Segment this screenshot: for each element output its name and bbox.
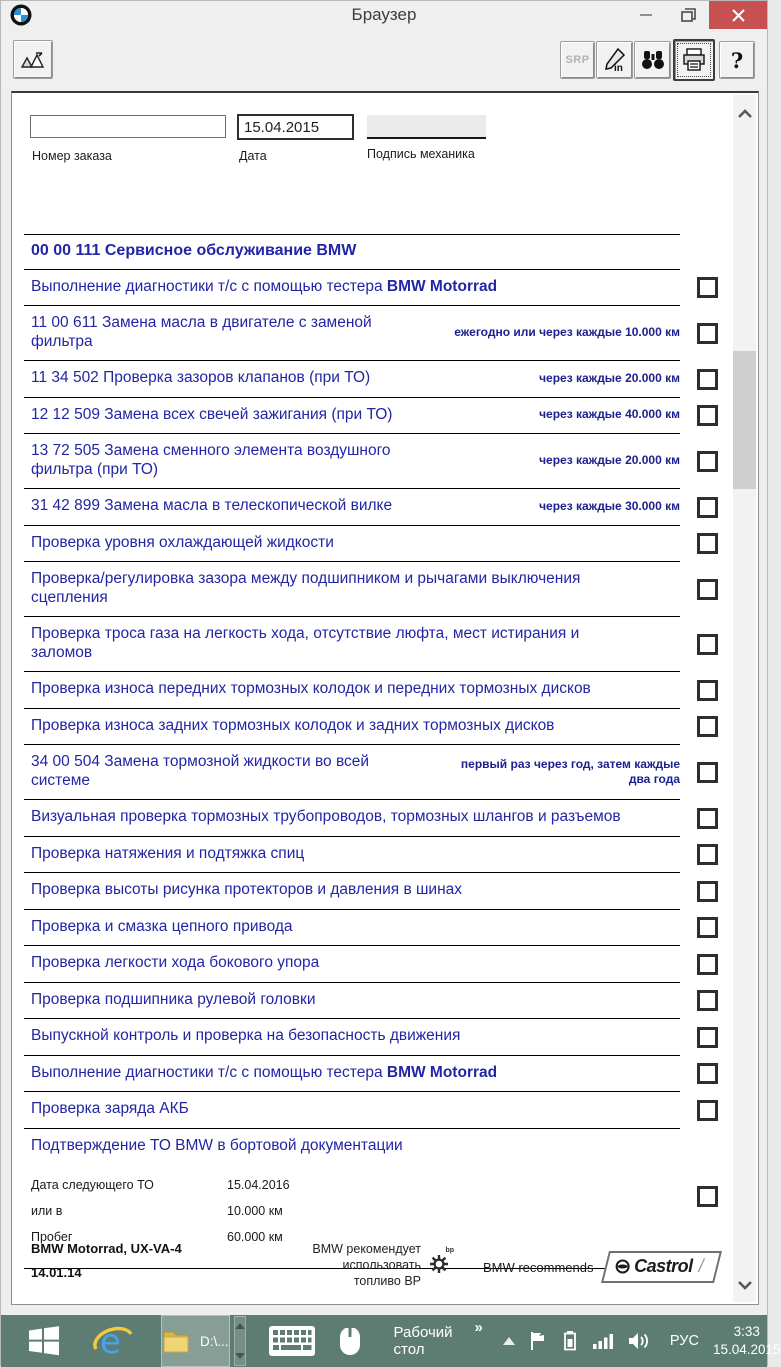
pen-in-icon — [602, 47, 628, 73]
task-button-label: D:\... — [200, 1333, 229, 1349]
task-label: Проверка износа передних тормозных колодок и передних тормозных дисков — [31, 680, 591, 697]
section-heading: 00 00 111 Сервисное обслуживание BMW — [31, 242, 357, 259]
scrollbar-thumb[interactable] — [733, 351, 756, 489]
show-hidden-icons-button[interactable] — [503, 1337, 515, 1345]
task-label: 31 42 899 Замена масла в телескопической вилке — [31, 497, 393, 514]
internet-explorer-icon — [91, 1319, 135, 1363]
spinner-down-icon[interactable] — [235, 1353, 245, 1359]
task-label: Проверка высоты рисунка протекторов и давления в шинах — [31, 881, 463, 898]
confirmation-checkbox[interactable] — [697, 1186, 718, 1207]
print-button[interactable] — [673, 39, 715, 81]
binoculars-icon — [640, 49, 666, 71]
date-label: Дата — [239, 149, 267, 163]
minimize-icon — [640, 14, 652, 16]
chevron-up-icon — [737, 109, 753, 119]
find-button[interactable] — [634, 41, 671, 79]
interval-note: через каждые 20.000 км — [539, 370, 680, 385]
toolbar — [1, 29, 767, 90]
task-checkbox[interactable] — [697, 1063, 718, 1084]
network-signal-icon[interactable] — [592, 1331, 614, 1351]
fuel-recommendation-line: топливо BP — [353, 1274, 421, 1288]
system-tray — [497, 1330, 699, 1352]
checklist-row — [24, 434, 734, 489]
castrol-circle-icon — [616, 1259, 631, 1274]
form-code: BMW Motorrad, UX-VA-4 — [31, 1241, 182, 1256]
castrol-logo — [601, 1251, 722, 1283]
checklist-row — [24, 800, 734, 837]
restore-button[interactable] — [667, 1, 709, 29]
srp-button[interactable] — [560, 41, 595, 79]
task-label: Проверка натяжения и подтяжка спиц — [31, 844, 305, 862]
window-title: Браузер — [351, 5, 417, 24]
layout-sort-button[interactable] — [13, 40, 53, 79]
task-checkbox[interactable] — [697, 716, 718, 737]
title-bar — [1, 1, 767, 29]
checklist-rows — [24, 270, 734, 1165]
folder-task-button[interactable] — [161, 1315, 230, 1367]
bp-label: bp — [445, 1247, 454, 1254]
next-service-label: или в — [31, 1204, 63, 1218]
next-service-value: 10.000 км — [227, 1204, 283, 1218]
document-panel — [11, 91, 759, 1305]
scroll-up-button[interactable] — [733, 103, 756, 125]
next-service-row — [24, 1172, 680, 1198]
task-checkbox[interactable] — [697, 808, 718, 829]
checklist-row — [24, 1129, 734, 1165]
task-checkbox[interactable] — [697, 1100, 718, 1121]
task-label: Подтверждение ТО BMW в бортовой документации — [31, 1136, 403, 1154]
task-label: Выпускной контроль и проверка на безопасность движения — [31, 1027, 461, 1044]
task-checkbox[interactable] — [697, 680, 718, 701]
task-label: 34 00 504 Замена тормозной жидкости во всей системе — [31, 753, 370, 789]
task-label: Проверка уровня охлаждающей жидкости — [31, 533, 334, 551]
help-button[interactable] — [719, 41, 755, 79]
interval-note: через каждые 40.000 км — [539, 407, 680, 422]
order-form — [12, 113, 758, 193]
checklist-row — [24, 983, 734, 1020]
task-label: Выполнение диагностики т/с с помощью тестера BMW Motorrad — [31, 1063, 498, 1081]
vertical-scrollbar[interactable] — [733, 95, 756, 1302]
close-button[interactable] — [709, 1, 767, 29]
task-checkbox[interactable] — [697, 497, 718, 518]
task-label: Выполнение диагностики т/с с помощью тестера BMW Motorrad — [31, 277, 498, 295]
checklist-row — [24, 709, 734, 746]
svg-text:in: in — [613, 63, 623, 74]
task-checkbox[interactable] — [697, 1027, 718, 1048]
checklist-row — [24, 837, 734, 874]
spinner-up-icon[interactable] — [235, 1323, 245, 1329]
desktop-toolbar-label[interactable]: Рабочий стол — [393, 1324, 453, 1358]
volume-icon[interactable] — [627, 1330, 653, 1352]
checklist-row — [24, 398, 734, 435]
internet-explorer-button[interactable] — [91, 1319, 135, 1363]
task-label: 13 72 505 Замена сменного элемента воздушного фильтра (при ТО) — [31, 442, 391, 478]
action-center-flag-icon[interactable] — [528, 1330, 548, 1352]
task-scroll-spinner[interactable] — [234, 1316, 246, 1366]
checklist — [24, 234, 734, 1269]
signature-button[interactable] — [596, 41, 633, 79]
document-footer — [24, 1241, 718, 1289]
checklist-row — [24, 1019, 734, 1056]
windows-logo-icon — [27, 1324, 61, 1358]
scroll-down-button[interactable] — [733, 1274, 756, 1296]
task-label: Визуальная проверка тормозных трубопроводов, тормозных шлангов и разъемов — [31, 808, 621, 825]
interval-note: через каждые 20.000 км — [539, 453, 680, 467]
order-number-label: Номер заказа — [32, 149, 112, 163]
bmw-logo-icon — [10, 4, 32, 26]
task-checkbox[interactable] — [697, 323, 718, 344]
mechanic-signature-label: Подпись механика — [367, 147, 475, 161]
next-service-value: 60.000 км — [227, 1230, 283, 1244]
mechanic-signature-field[interactable] — [367, 115, 486, 139]
language-indicator[interactable]: РУС — [669, 1333, 699, 1349]
recommends-label: BMW recommends — [482, 1259, 594, 1275]
task-checkbox[interactable] — [697, 844, 718, 865]
mouse-icon — [338, 1325, 362, 1357]
battery-icon[interactable] — [561, 1330, 579, 1352]
fuel-recommendation-line: использовать — [342, 1258, 421, 1272]
chevron-down-icon — [737, 1280, 753, 1290]
interval-note: через каждые 30.000 км — [539, 498, 680, 513]
task-checkbox[interactable] — [697, 533, 718, 554]
task-label: Проверка легкости хода бокового упора — [31, 954, 320, 971]
task-checkbox[interactable] — [697, 954, 718, 975]
fuel-recommendation — [256, 1241, 421, 1289]
task-checkbox[interactable] — [697, 369, 718, 390]
task-checkbox[interactable] — [697, 634, 718, 655]
checklist-row — [24, 672, 734, 709]
taskbar-clock[interactable] — [713, 1323, 781, 1359]
task-label: Проверка и смазка цепного привода — [31, 917, 293, 935]
task-checkbox[interactable] — [697, 917, 718, 938]
checklist-row — [24, 526, 734, 563]
clock-time: 3:33 — [733, 1324, 760, 1339]
toolbar-overflow-chevron[interactable]: » — [474, 1319, 483, 1336]
task-checkbox[interactable] — [697, 990, 718, 1011]
checklist-row — [24, 617, 734, 672]
checklist-row — [24, 270, 734, 307]
touch-keyboard-button[interactable] — [268, 1325, 316, 1357]
task-checkbox[interactable] — [697, 451, 718, 472]
restore-icon — [681, 8, 696, 22]
checklist-header-row — [24, 234, 734, 270]
checklist-row — [24, 489, 734, 526]
checklist-row — [24, 1092, 734, 1129]
castrol-wordmark: Castrol — [634, 1256, 694, 1276]
castrol-slash: / — [699, 1256, 705, 1276]
next-service-value: 15.04.2016 — [227, 1178, 290, 1192]
checklist-row — [24, 910, 734, 947]
interval-note: первый раз через год, затем каждые два года — [460, 756, 680, 786]
folder-icon — [162, 1328, 192, 1354]
date-input[interactable] — [237, 114, 354, 140]
checklist-row — [24, 946, 734, 983]
checklist-row — [24, 361, 734, 398]
order-number-input[interactable] — [30, 115, 226, 138]
mouse-settings-button[interactable] — [338, 1325, 362, 1357]
task-label: Проверка износа задних тормозных колодок и задних тормозных дисков — [31, 716, 555, 734]
close-icon — [732, 9, 745, 22]
next-service-label: Дата следующего ТО — [31, 1178, 154, 1192]
next-service-label: Пробег — [31, 1230, 73, 1244]
taskbar — [1, 1315, 781, 1367]
task-label: Проверка троса газа на легкость хода, отсутствие люфта, мест истирания и заломов — [31, 625, 580, 661]
task-checkbox[interactable] — [697, 405, 718, 426]
task-checkbox[interactable] — [697, 579, 718, 600]
task-checkbox[interactable] — [697, 881, 718, 902]
srp-label: SRP — [565, 54, 590, 66]
printer-icon — [681, 48, 707, 72]
question-icon: ? — [730, 47, 744, 73]
task-label: Проверка/регулировка зазора между подшипником и рычагами выключения сцепления — [31, 570, 581, 606]
checklist-row — [24, 1056, 734, 1093]
task-checkbox[interactable] — [697, 762, 718, 783]
keyboard-icon — [268, 1325, 316, 1357]
form-date: 14.01.14 — [31, 1265, 82, 1280]
fuel-recommendation-line: BMW рекомендует — [312, 1242, 421, 1256]
bp-logo-icon — [428, 1249, 452, 1275]
task-label: 12 12 509 Замена всех свечей зажигания (при ТО) — [31, 405, 393, 423]
next-service-row — [24, 1198, 680, 1224]
minimize-button[interactable] — [625, 1, 667, 29]
svg-text:e: e — [100, 1322, 121, 1362]
interval-note: ежегодно или через каждые 10.000 км — [454, 325, 680, 339]
checklist-row — [24, 873, 734, 910]
task-label: 11 34 502 Проверка зазоров клапанов (при ТО) — [31, 369, 371, 386]
sort-triangles-icon — [20, 49, 46, 71]
checklist-row — [24, 745, 734, 800]
task-label: Проверка подшипника рулевой головки — [31, 990, 316, 1008]
clock-date: 15.04.2015 — [712, 1342, 781, 1357]
start-button[interactable] — [27, 1323, 61, 1359]
checklist-row — [24, 306, 734, 361]
task-label: 11 00 611 Замена масла в двигателе с заменой фильтра — [31, 314, 372, 350]
checklist-row — [24, 562, 734, 617]
task-checkbox[interactable] — [697, 277, 718, 298]
task-label: Проверка заряда АКБ — [31, 1100, 189, 1117]
